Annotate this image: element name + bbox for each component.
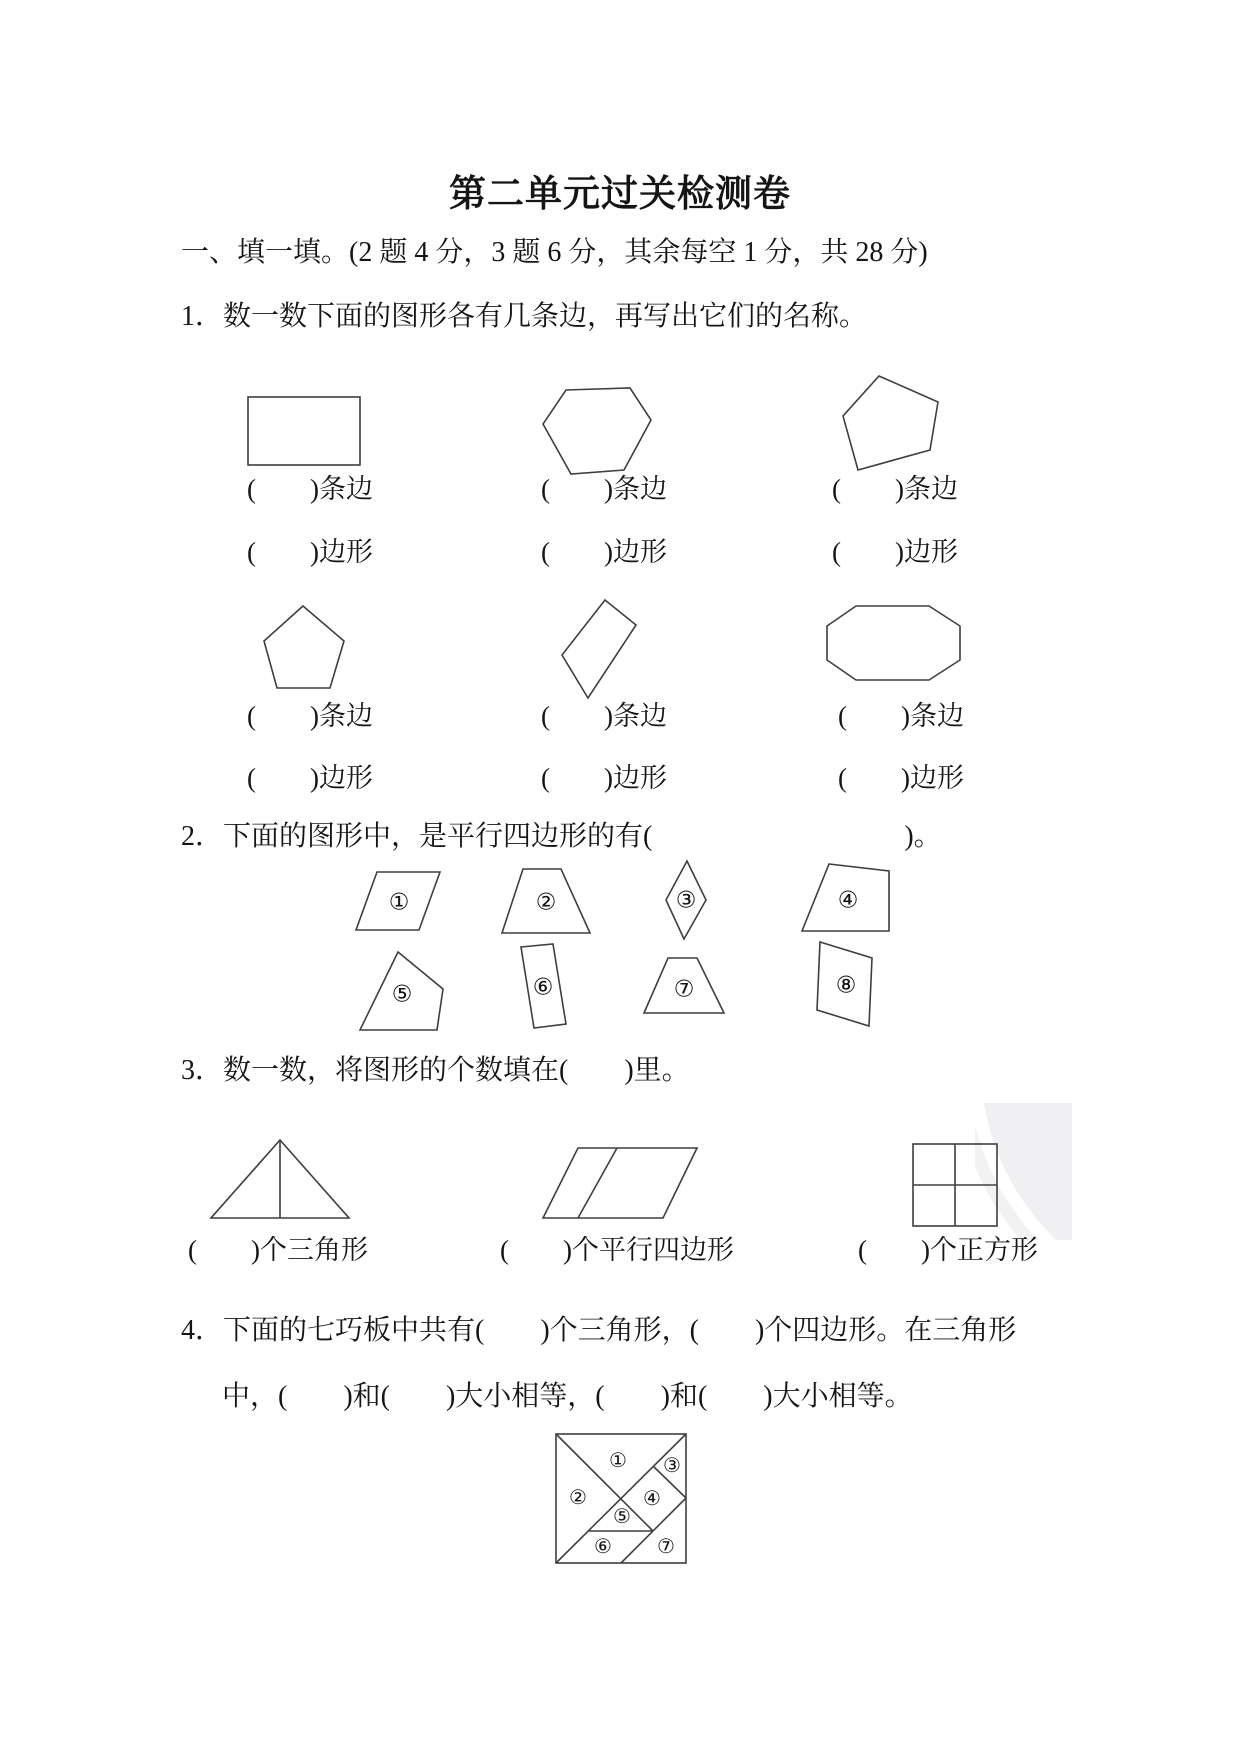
q2-text-suffix: )。 — [904, 821, 942, 852]
q1-blank-edges: ( )条边 — [247, 701, 373, 731]
tangram-piece-4-label: ④ — [643, 1488, 661, 1510]
q1-blank-name: ( )边形 — [838, 763, 964, 793]
q2-shape-8-label: ⑧ — [835, 972, 857, 998]
q1-text: 1．数一数下面的图形各有几条边，再写出它们的名称。 — [181, 301, 868, 332]
q1-blank-name: ( )边形 — [247, 763, 373, 793]
q1-blank-edges: ( )条边 — [247, 474, 373, 504]
q1-blank-edges: ( )条边 — [832, 474, 958, 504]
q2-shape-3-label: ③ — [675, 887, 697, 913]
q2-text-prefix: 2．下面的图形中，是平行四边形的有( — [181, 821, 653, 852]
q1-blank-name: ( )边形 — [541, 763, 667, 793]
q2-shape-4-label: ④ — [837, 887, 859, 913]
q4-line1: 4．下面的七巧板中共有( )个三角形，( )个四边形。在三角形 — [181, 1315, 1017, 1346]
q2-text — [181, 814, 942, 854]
tangram-piece-2-label: ② — [569, 1487, 587, 1509]
q1-blank-name: ( )边形 — [832, 537, 958, 567]
quadrilateral-shape — [561, 598, 637, 700]
tangram-piece-3-label: ③ — [663, 1455, 681, 1477]
irregular-pentagon-shape — [841, 374, 943, 474]
q2-shape-6-label: ⑥ — [532, 974, 554, 1000]
q2-shape-7-label: ⑦ — [673, 976, 695, 1002]
q1-blank-edges: ( )条边 — [541, 701, 667, 731]
rectangle-shape — [247, 396, 361, 466]
page-title: 第二单元过关检测卷 — [449, 173, 791, 214]
q1-blank-edges: ( )条边 — [838, 701, 964, 731]
q3-caption-squares: ( )个正方形 — [858, 1235, 1038, 1265]
q1-blank-edges: ( )条边 — [541, 474, 667, 504]
q3-parallelogram-figure — [541, 1146, 699, 1220]
section-header: 一、填一填。(2 题 4 分，3 题 6 分，其余每空 1 分，共 28 分) — [181, 237, 928, 268]
tangram-piece-1-label: ① — [609, 1450, 627, 1472]
q1-blank-name: ( )边形 — [247, 537, 373, 567]
q3-triangle-figure — [211, 1138, 351, 1220]
pentagon-shape — [263, 604, 345, 690]
tangram-piece-5-label: ⑤ — [613, 1506, 631, 1528]
q2-shape-1-label: ① — [388, 889, 410, 915]
q4-line2: 中，( )和( )大小相等，( )和( )大小相等。 — [222, 1381, 913, 1412]
q2-shape-2-label: ② — [535, 889, 557, 915]
tangram-piece-6-label: ⑥ — [594, 1536, 612, 1558]
octagon-shape — [826, 604, 962, 682]
q2-shape-5-label: ⑤ — [391, 981, 413, 1007]
q3-caption-triangles: ( )个三角形 — [188, 1235, 368, 1265]
q3-caption-parallelograms: ( )个平行四边形 — [500, 1235, 734, 1265]
q3-square-grid-figure — [912, 1143, 998, 1227]
q3-text: 3．数一数，将图形的个数填在( )里。 — [181, 1055, 690, 1086]
q1-blank-name: ( )边形 — [541, 537, 667, 567]
hexagon-shape — [542, 386, 652, 478]
tangram-piece-7-label: ⑦ — [657, 1536, 675, 1558]
